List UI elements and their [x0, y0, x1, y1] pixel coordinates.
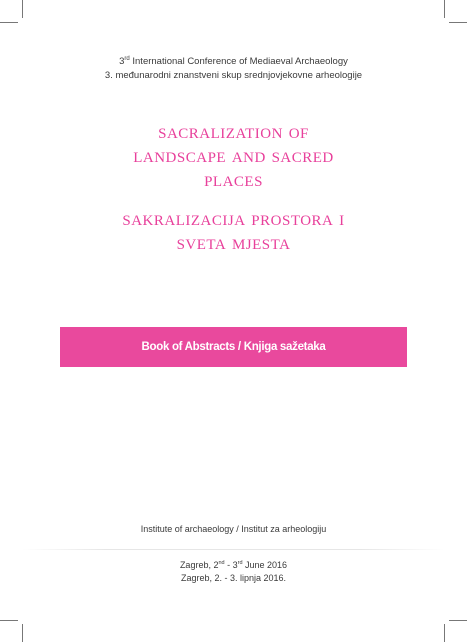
- date-en-suffix: June 2016: [242, 560, 288, 570]
- crop-mark-top-left-h: [0, 22, 18, 23]
- conference-ordinal-suffix: rd: [124, 55, 130, 62]
- date-en-sup-2: rd: [237, 560, 243, 566]
- title-en-line-2: landscape and sacred: [133, 143, 334, 167]
- title-hr-line-2: sveta mjesta: [176, 230, 291, 254]
- conference-line-hr: 3. međunarodni znanstveni skup srednjovjekovne arheologije: [104, 70, 363, 81]
- crop-mark-bottom-left: [22, 624, 23, 642]
- crop-mark-top-left: [22, 0, 23, 18]
- crop-mark-top-right: [444, 0, 445, 18]
- date-line-hr: Zagreb, 2. - 3. lipnja 2016.: [180, 573, 287, 583]
- book-of-abstracts-banner: [60, 327, 407, 367]
- divider: [22, 549, 445, 550]
- crop-mark-bottom-right: [444, 624, 445, 642]
- crop-mark-bottom-left-h: [0, 620, 18, 621]
- conference-name-en: International Conference of Mediaeval Archaeology: [129, 56, 348, 67]
- conference-ordinal: 3: [119, 56, 125, 67]
- banner-label: Book of Abstracts / Knjiga sažetaka: [141, 341, 326, 353]
- crop-mark-top-right-h: [449, 22, 467, 23]
- date-en-mid: - 3: [224, 560, 238, 570]
- date-en-sup-1: nd: [218, 560, 225, 566]
- date-line-en: [0, 559, 467, 571]
- title-hr-line-1: sakralizacija prostora i: [122, 206, 345, 230]
- crop-mark-bottom-right-h: [449, 620, 467, 621]
- institute-line: Institute of archaeology / Institut za arheologiju: [140, 524, 327, 534]
- conference-line-en: [0, 55, 467, 68]
- title-en-line-3: places: [204, 167, 263, 191]
- title-en-line-1: sacralization of: [158, 119, 309, 143]
- date-en-prefix: Zagreb, 2: [179, 560, 219, 570]
